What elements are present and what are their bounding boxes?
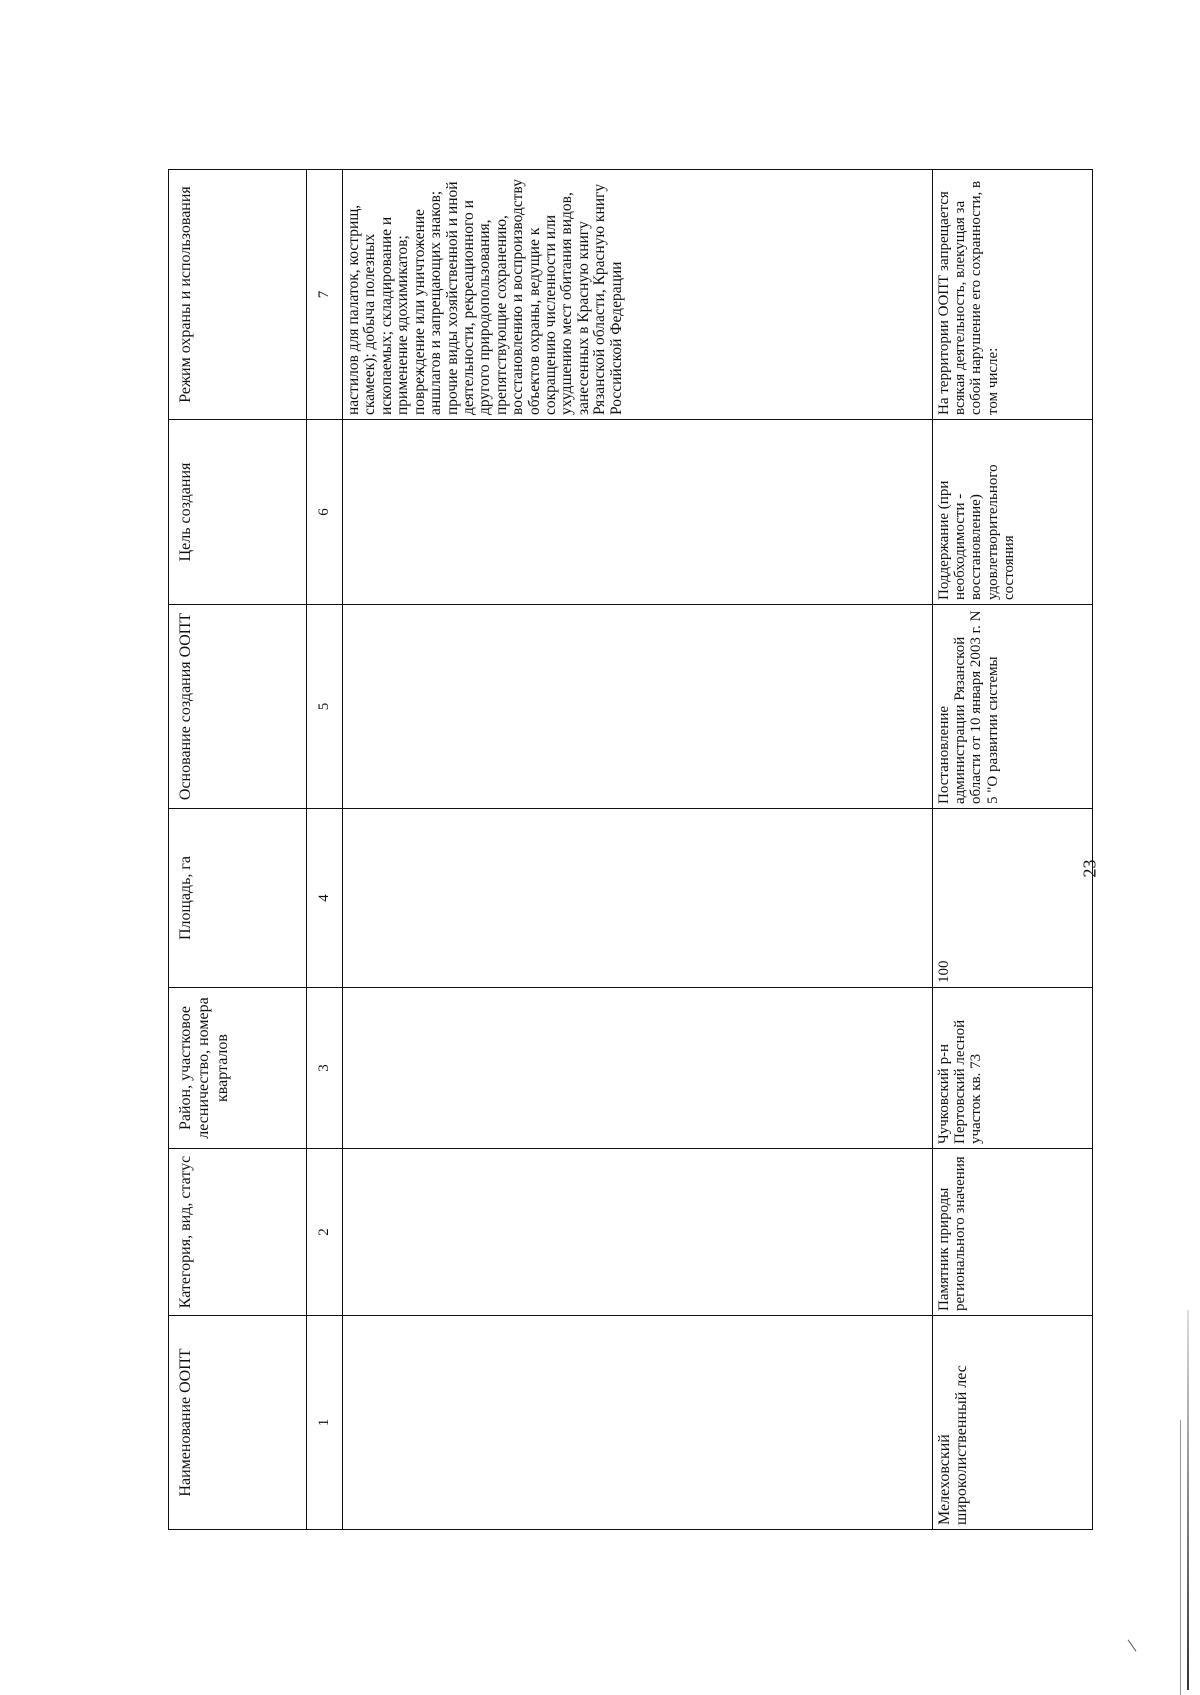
cell-purpose xyxy=(343,420,933,605)
cell-name: Мелеховский широколиственный лес xyxy=(933,1316,1093,1530)
cell-district: Чучковский р-н Пертовский лесной участок кв. 73 xyxy=(933,988,1093,1149)
column-number: 2 xyxy=(307,1149,343,1316)
cell-basis xyxy=(343,605,933,809)
header-area: Площадь, га xyxy=(169,809,307,988)
cell-district xyxy=(343,988,933,1149)
page-number: 23 xyxy=(1079,859,1100,878)
cell-area xyxy=(343,809,933,988)
binding-edge-mark xyxy=(1187,1310,1189,1690)
header-category: Категория, вид, статус xyxy=(169,1149,307,1316)
table-header-row xyxy=(169,170,307,1530)
cell-basis: Постановление администрации Рязанской области от 10 января 2003 г. N 5 "О развитии системы xyxy=(933,605,1093,809)
cell-regime: На территории ООПТ запрещается всякая деятельность, влекущая за собой нарушение его сохранности, в том числе: xyxy=(933,170,1093,420)
cell-regime: настилов для палаток, кострищ, скамеек); добыча полезных ископаемых; складирование и применение ядохимикатов; повреждение или уничтожение аншлагов и запрещающих знаков; прочие виды хозяйственной и иной деятельности, рекреационного и другого природопользования, препятствующие сохранению, восстановлению и воспроизводству объектов охраны, ведущие к сокращению численности или ухудшению мест обитания видов, занесенных в Красную книгу Рязанской области, Красную книгу Российской Федерации xyxy=(343,170,933,420)
header-district: Район, участковое лесничество, номера кварталов xyxy=(169,988,307,1149)
header-basis: Основание создания ООПТ xyxy=(169,605,307,809)
table-row xyxy=(343,170,933,1530)
oopt-table xyxy=(168,169,1093,1530)
column-number: 7 xyxy=(307,170,343,420)
rotated-table-container xyxy=(168,170,1092,1530)
binding-edge-line xyxy=(1180,1420,1181,1695)
cell-name xyxy=(343,1316,933,1530)
table-row xyxy=(933,170,1093,1530)
column-number-row xyxy=(307,170,343,1530)
column-number: 3 xyxy=(307,988,343,1149)
header-name: Наименование ООПТ xyxy=(169,1316,307,1530)
column-number: 4 xyxy=(307,809,343,988)
cell-category: Памятник природы регионального значения xyxy=(933,1149,1093,1316)
header-regime: Режим охраны и использования xyxy=(169,170,307,420)
column-number: 1 xyxy=(307,1316,343,1530)
scan-artifact-mark xyxy=(1128,1639,1137,1651)
cell-area: 100 xyxy=(933,809,1093,988)
column-number: 6 xyxy=(307,420,343,605)
column-number: 5 xyxy=(307,605,343,809)
header-purpose: Цель создания xyxy=(169,420,307,605)
cell-purpose: Поддержание (при необходимости - восстановление) удовлетворительного состояния xyxy=(933,420,1093,605)
cell-category xyxy=(343,1149,933,1316)
